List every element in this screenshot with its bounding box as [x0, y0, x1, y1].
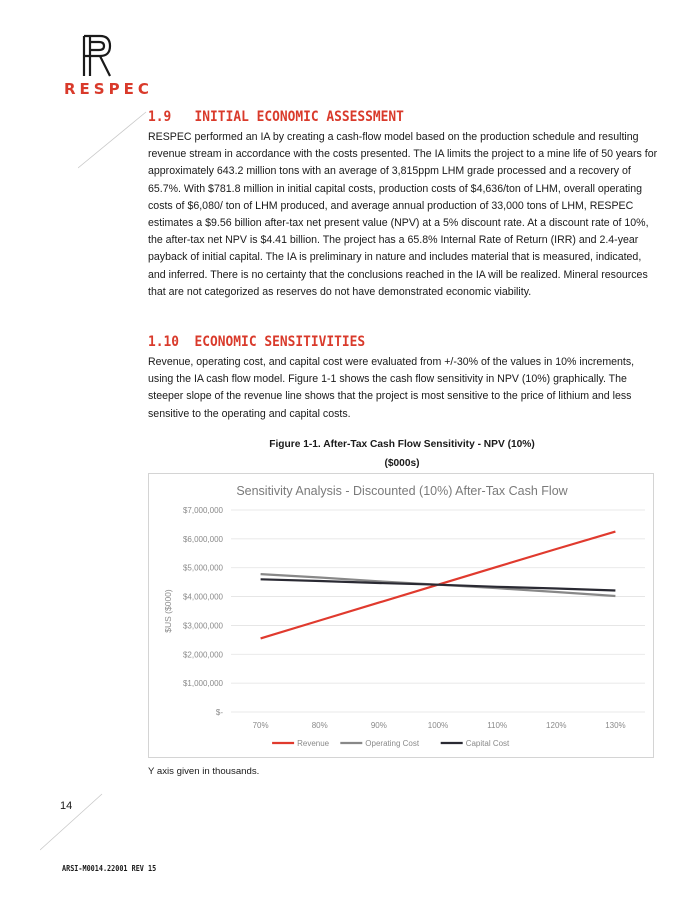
section-number: 1.10	[148, 334, 180, 350]
y-tick-label: $3,000,000	[182, 621, 223, 631]
figure-note: Y axis given in thousands.	[148, 766, 260, 777]
section-economic-sensitivities	[148, 334, 658, 423]
y-tick-label: $5,000,000	[182, 563, 223, 573]
legend-label: Operating Cost	[365, 739, 420, 748]
x-tick-label: 120%	[546, 721, 567, 730]
chart-title: Sensitivity Analysis - Discounted (10%) After-Tax Cash Flow	[236, 484, 568, 498]
brand-name: RESPEC	[64, 80, 153, 98]
page-number: 14	[60, 800, 73, 812]
section-heading	[148, 109, 617, 125]
x-tick-label: 110%	[487, 721, 508, 730]
series-line-capital-cost	[261, 579, 616, 590]
y-tick-label: $-	[215, 708, 223, 717]
figure-units: ($000s)	[384, 458, 420, 469]
section-title: INITIAL ECONOMIC ASSESSMENT	[194, 109, 404, 125]
y-tick-label: $7,000,000	[182, 506, 223, 515]
section-initial-economic-assessment	[148, 109, 658, 301]
y-axis-label: $US ($000)	[163, 589, 173, 633]
x-tick-label: 90%	[370, 721, 387, 730]
figure-caption: Figure 1-1. After-Tax Cash Flow Sensitivity - NPV (10%)	[269, 439, 535, 450]
x-tick-label: 70%	[252, 721, 269, 730]
section-paragraph: RESPEC performed an IA by creating a cash-flow model based on the production schedule and resulting revenue stream in accordance with the costs presented. The IA limits the project to a mine life of 50 years for approximately 643.2 million tons with an average of 3,815ppm LHM grade processed and a recovery of 65.7%. With $781.8 million in initial capital costs, production costs of $4,636/ton of LHM, overall operating costs of $6,080/ ton of LHM produced, and average annual production of 33,000 tons of LHM, RESPEC estimates a $9.56 billion after-tax net present value (NPV) at a 5% discount rate. At a discount rate of 10%, the after-tax net NPV is $4.41 billion. The project has a 65.8% Internal Rate of Return (IRR) and 2.4-year payback of initial capital. The IA is preliminary in nature and includes material that is measured, indicated, and inferred. There is no certainty that the conclusions reached in the IA will be realized. Mineral resources that are not categorized as reserves do not have demonstrated economic viability.	[148, 131, 658, 298]
section-paragraph: Revenue, operating cost, and capital cost were evaluated from +/-30% of the values in 10% increments, using the IA cash flow model. Figure 1-1 shows the cash flow sensitivity in NPV (10%) graphically. The steeper slope of the revenue line shows that the project is most sensitive to the price of lithium and less sensitive to the operating and capital costs.	[148, 356, 635, 420]
y-tick-label: $1,000,000	[182, 679, 223, 689]
section-title: ECONOMIC SENSITIVITIES	[194, 334, 366, 350]
sensitivity-chart	[148, 473, 654, 758]
legend-label: Revenue	[297, 739, 330, 748]
y-tick-label: $2,000,000	[182, 650, 223, 660]
x-tick-label: 100%	[427, 721, 449, 730]
chart-canvas	[149, 474, 655, 759]
y-tick-label: $6,000,000	[182, 534, 223, 544]
x-tick-label: 130%	[605, 721, 626, 730]
y-tick-label: $4,000,000	[182, 592, 223, 602]
decorative-line	[78, 110, 148, 170]
x-tick-label: 80%	[311, 721, 328, 730]
decorative-line	[40, 792, 110, 852]
section-number: 1.9	[148, 109, 172, 125]
document-id: ARSI-M0014.22001 REV 15	[62, 864, 157, 873]
respec-logo-icon	[62, 32, 132, 112]
legend-label: Capital Cost	[465, 739, 510, 748]
section-heading	[148, 334, 617, 350]
